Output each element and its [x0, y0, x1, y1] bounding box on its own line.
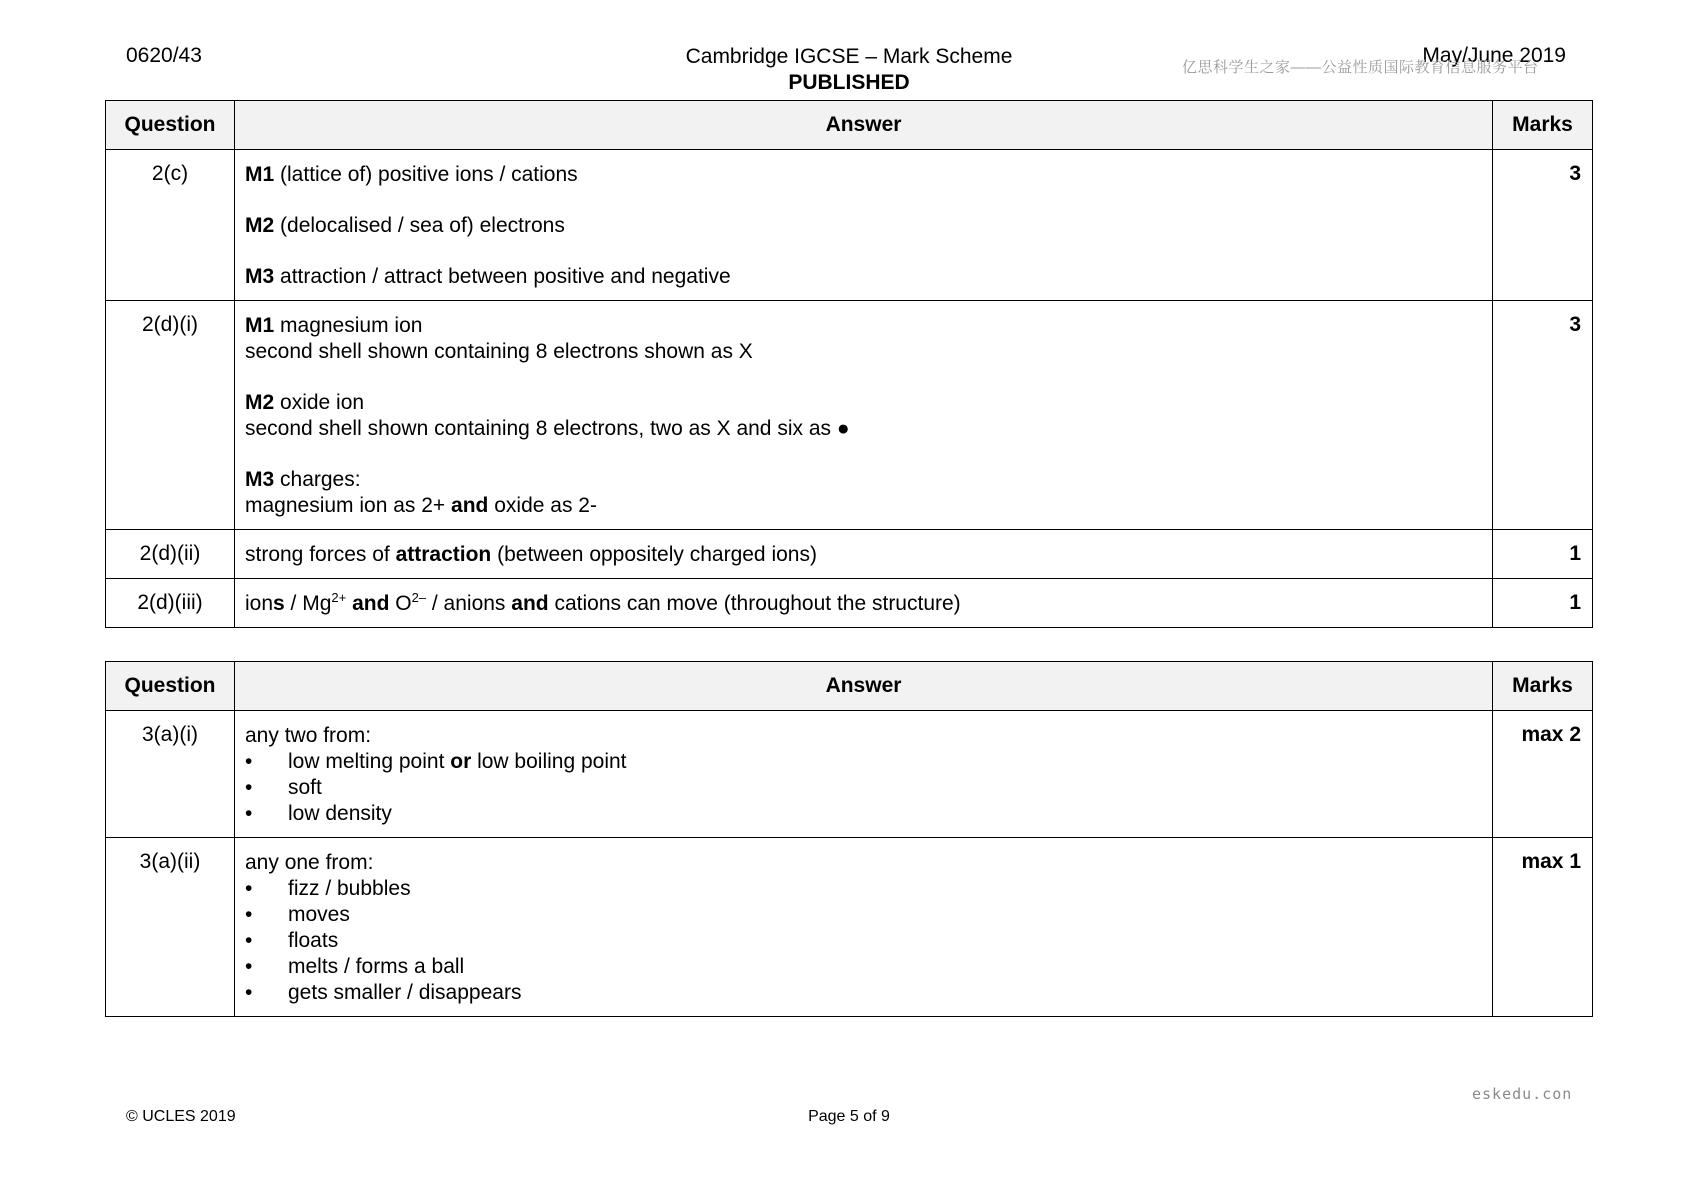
- marks-value: 1: [1493, 530, 1593, 579]
- bullet-item: [245, 775, 1482, 801]
- question-number: 3(a)(ii): [106, 838, 235, 1017]
- answer-text: oxide ion: [274, 391, 365, 414]
- bullet-item: [245, 928, 1482, 954]
- question-number: 2(d)(i): [106, 301, 235, 530]
- question-number: 3(a)(i): [106, 711, 235, 838]
- marks-value: 3: [1493, 301, 1593, 530]
- table-row: [106, 150, 1593, 301]
- answer-cell: [235, 301, 1493, 530]
- table-header-row: [106, 101, 1593, 150]
- and-keyword: and: [346, 592, 390, 615]
- marks-value: max 2: [1493, 711, 1593, 838]
- answer-text: low density: [288, 802, 392, 825]
- watermark-bottom: eskedu.con: [1472, 1085, 1573, 1103]
- mark-label: M1: [245, 163, 275, 186]
- answer-cell: [235, 530, 1493, 579]
- watermark-top: 亿思科学生之家——公益性质国际教育信息服务平台: [1182, 59, 1539, 76]
- answer-text: O: [389, 592, 412, 615]
- marks-value: max 1: [1493, 838, 1593, 1017]
- or-keyword: or: [450, 750, 472, 773]
- mark-label: M1: [245, 314, 275, 337]
- bullet-item: [245, 801, 1482, 827]
- bullet-item: [245, 954, 1482, 980]
- bullet-icon: •: [245, 750, 253, 773]
- charge-superscript: 2+: [331, 590, 347, 605]
- bullet-icon: •: [245, 981, 253, 1004]
- answer-text: ion: [245, 592, 274, 615]
- table-row: [106, 838, 1593, 1017]
- question-number: 2(d)(iii): [106, 579, 235, 628]
- bullet-item: [245, 749, 1482, 775]
- bullet-item: [245, 876, 1482, 902]
- answer-text: (between oppositely charged ions): [491, 543, 817, 566]
- answer-text: charges:: [274, 468, 361, 491]
- marks-header: Marks: [1493, 662, 1593, 711]
- answer-text: / Mg: [284, 592, 332, 615]
- mark-label: M2: [245, 391, 275, 414]
- mark-scheme-table-1: [105, 100, 1593, 628]
- marks-value: 1: [1493, 579, 1593, 628]
- and-keyword: and: [451, 494, 489, 517]
- answer-text: melts / forms a ball: [288, 955, 465, 978]
- answer-text: magnesium ion as 2+: [245, 494, 452, 517]
- paper-code: 0620/43: [126, 44, 202, 67]
- question-number: 2(c): [106, 150, 235, 301]
- bullet-icon: •: [245, 802, 253, 825]
- table-row: [106, 579, 1593, 628]
- page-number: Page 5 of 9: [808, 1108, 890, 1125]
- table-row: [106, 711, 1593, 838]
- answer-text: (delocalised / sea of) electrons: [274, 214, 565, 237]
- answer-text: cations can move (throughout the structure): [548, 592, 961, 615]
- answer-text: soft: [288, 776, 322, 799]
- bullet-icon: •: [245, 877, 253, 900]
- table-row: [106, 301, 1593, 530]
- answer-header: Answer: [235, 662, 1493, 711]
- mark-label: M3: [245, 265, 275, 288]
- answer-text: / anions: [426, 592, 512, 615]
- question-header: Question: [106, 662, 235, 711]
- answer-header: Answer: [235, 101, 1493, 150]
- bullet-icon: •: [245, 955, 253, 978]
- answer-intro: any two from:: [245, 724, 372, 747]
- answer-text: floats: [288, 929, 339, 952]
- answer-text: oxide as 2-: [488, 494, 597, 517]
- copyright: © UCLES 2019: [126, 1108, 236, 1125]
- marks-header: Marks: [1493, 101, 1593, 150]
- answer-text: second shell shown containing 8 electrons, two as X and six as ●: [245, 417, 850, 440]
- answer-text: moves: [288, 903, 350, 926]
- question-number: 2(d)(ii): [106, 530, 235, 579]
- answer-text: second shell shown containing 8 electrons shown as X: [245, 340, 753, 363]
- answer-cell: [235, 579, 1493, 628]
- answer-text: strong forces of: [245, 543, 396, 566]
- answer-text: magnesium ion: [274, 314, 423, 337]
- answer-intro: any one from:: [245, 851, 374, 874]
- and-keyword: and: [511, 592, 549, 615]
- charge-superscript: 2–: [411, 590, 427, 605]
- question-header: Question: [106, 101, 235, 150]
- bullet-icon: •: [245, 929, 253, 952]
- bullet-item: [245, 980, 1482, 1006]
- key-term: attraction: [395, 543, 492, 566]
- answer-cell: [235, 838, 1493, 1017]
- published-label: PUBLISHED: [788, 71, 910, 94]
- mark-label: M2: [245, 214, 275, 237]
- title-text: Cambridge IGCSE – Mark Scheme: [685, 45, 1013, 68]
- answer-cell: [235, 150, 1493, 301]
- bullet-icon: •: [245, 776, 253, 799]
- answer-text: fizz / bubbles: [288, 877, 411, 900]
- answer-text: attraction / attract between positive and negative: [274, 265, 731, 288]
- bullet-item: [245, 902, 1482, 928]
- answer-text: low boiling point: [471, 750, 627, 773]
- mark-label: M3: [245, 468, 275, 491]
- answer-text: gets smaller / disappears: [288, 981, 522, 1004]
- exam-session: May/June 2019: [1422, 44, 1566, 67]
- answer-text: (lattice of) positive ions / cations: [274, 163, 578, 186]
- table-header-row: [106, 662, 1593, 711]
- mark-scheme-table-2: [105, 661, 1593, 1017]
- key-term: s: [273, 592, 285, 615]
- table-row: [106, 530, 1593, 579]
- answer-cell: [235, 711, 1493, 838]
- bullet-icon: •: [245, 903, 253, 926]
- marks-value: 3: [1493, 150, 1593, 301]
- answer-text: low melting point: [288, 750, 451, 773]
